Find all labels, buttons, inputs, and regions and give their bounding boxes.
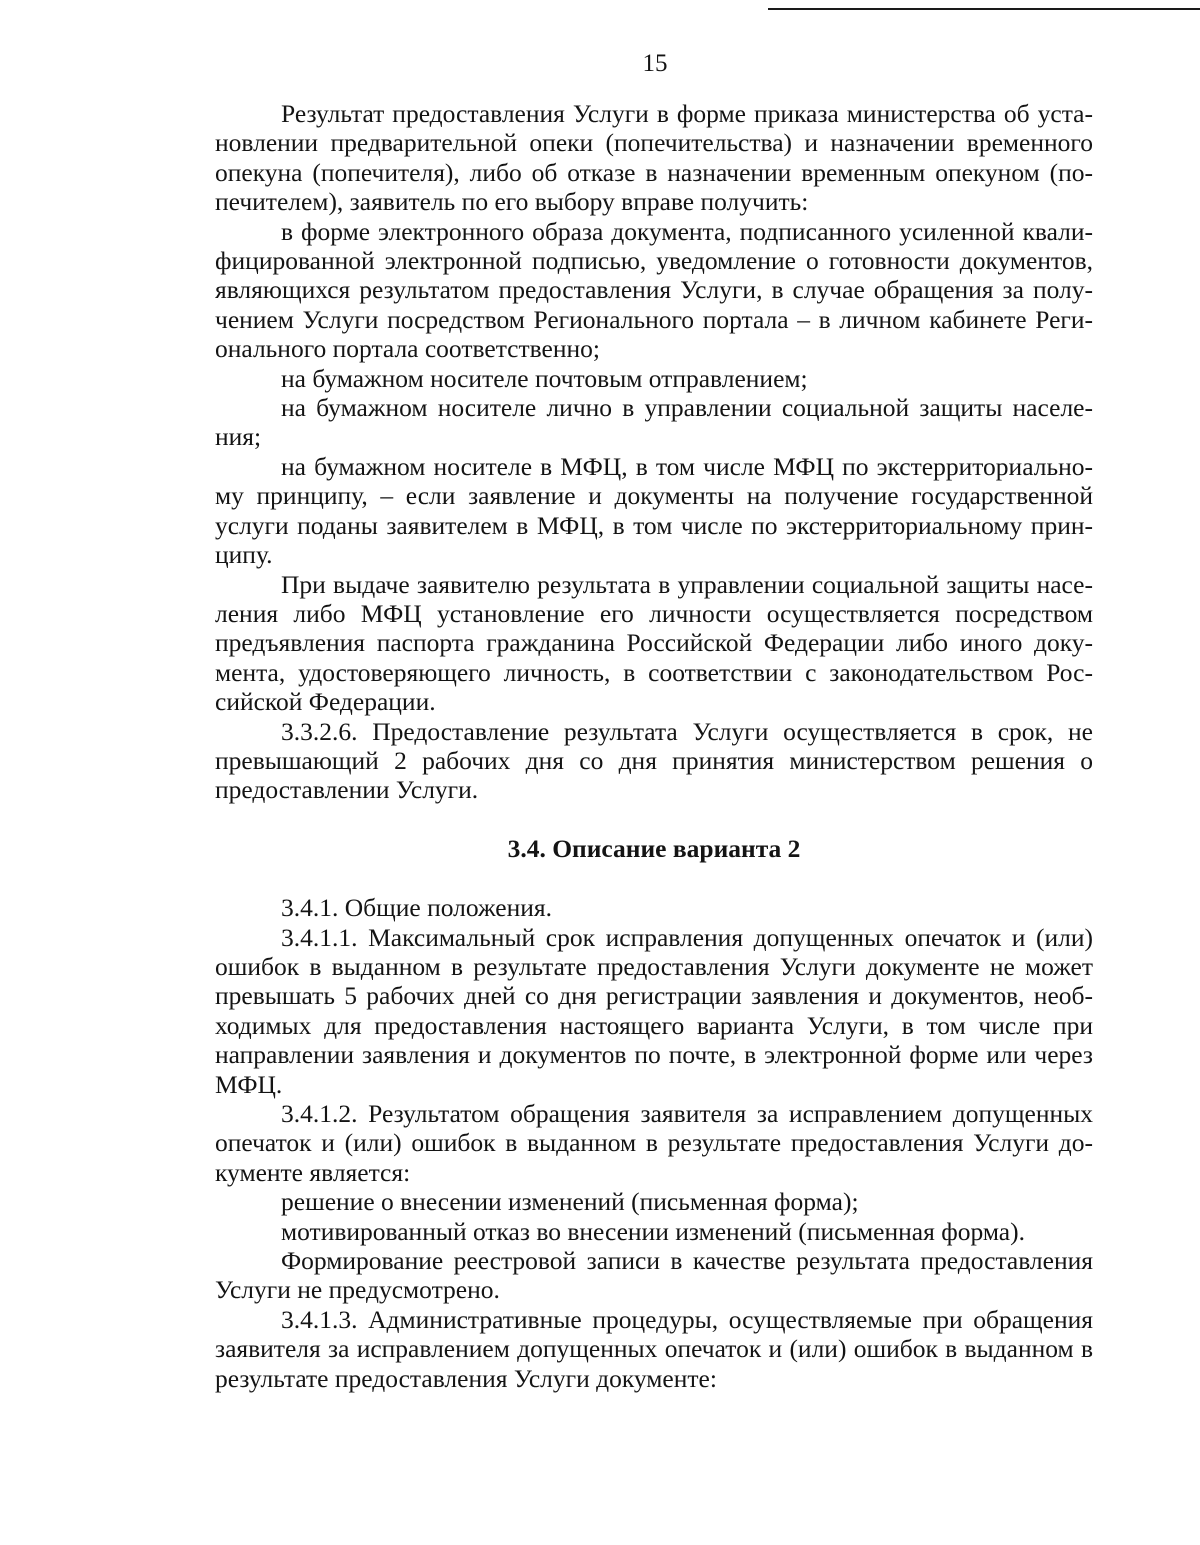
top-rule (768, 8, 1200, 10)
paragraph: решение о внесении изменений (письменная форма); (281, 1187, 859, 1217)
section-heading: 3.4. Описание варианта 2 (507, 833, 801, 863)
document-body (215, 99, 1093, 1393)
paragraph: мотивированный отказ во внесении изменений (письменная форма). (281, 1216, 1025, 1246)
paragraph: на бумажном носителе в МФЦ, в том числе МФЦ по экстерриториальному принципу, – если заявление и документы на получение государственной услуги поданы заявителем в МФЦ, в том числе по экстерриториальному принципу. (215, 451, 1093, 570)
paragraph: 3.3.2.6. Предоставление результата Услуги осуществляется в срок, не превышающий 2 рабочих дня со дня принятия министерством решения о предоставлении Услуги. (215, 716, 1093, 805)
paragraph: 3.4.1.1. Максимальный срок исправления допущенных опечаток и (или) ошибок в выданном в результате предоставления Услуги документе не может превышать 5 рабочих дней со дня регистрации заявления и документов, необходимых для предоставления настоящего варианта Услуги, в том числе при направлении заявления и документов по почте, в электронной форме или через МФЦ. (215, 922, 1093, 1099)
page-number: 15 (642, 50, 668, 77)
paragraph: Формирование реестровой записи в качестве результата предоставления Услуги не предусмотрено. (215, 1246, 1093, 1305)
paragraph: на бумажном носителе лично в управлении социальной защиты населения; (215, 393, 1093, 452)
spacer (215, 863, 1093, 893)
spacer (215, 805, 1093, 834)
paragraph: в форме электронного образа документа, подписанного усиленной квалифицированной электронной подписью, уведомление о готовности документов, являющихся результатом предоставления Услуги, в случае обращения за получением Услуги посредством Регионального портала – в личном кабинете Регионального портала соответственно; (215, 216, 1093, 364)
paragraph: 3.4.1.3. Административные процедуры, осуществляемые при обращения заявителя за исправлением допущенных опечаток и (или) ошибок в выданном в результате предоставления Услуги документе: (215, 1304, 1093, 1393)
paragraph: на бумажном носителе почтовым отправлением; (281, 363, 808, 393)
paragraph: Результат предоставления Услуги в форме приказа министерства об установлении предварительной опеки (попечительства) и назначении временного опекуна (попечителя), либо об отказе в назначении временным опекуном (попечителем), заявитель по его выбору вправе получить: (215, 99, 1093, 217)
paragraph: При выдаче заявителю результата в управлении социальной защиты населения либо МФЦ установление его личности осуществляется посредством предъявления паспорта гражданина Российской Федерации либо иного документа, удостоверяющего личность, в соответствии с законодательством Российской Федерации. (215, 569, 1093, 717)
paragraph: 3.4.1. Общие положения. (281, 893, 553, 923)
paragraph: 3.4.1.2. Результатом обращения заявителя за исправлением допущенных опечаток и (или) ошибок в выданном в результате предоставления Услуги документе является: (215, 1099, 1093, 1187)
